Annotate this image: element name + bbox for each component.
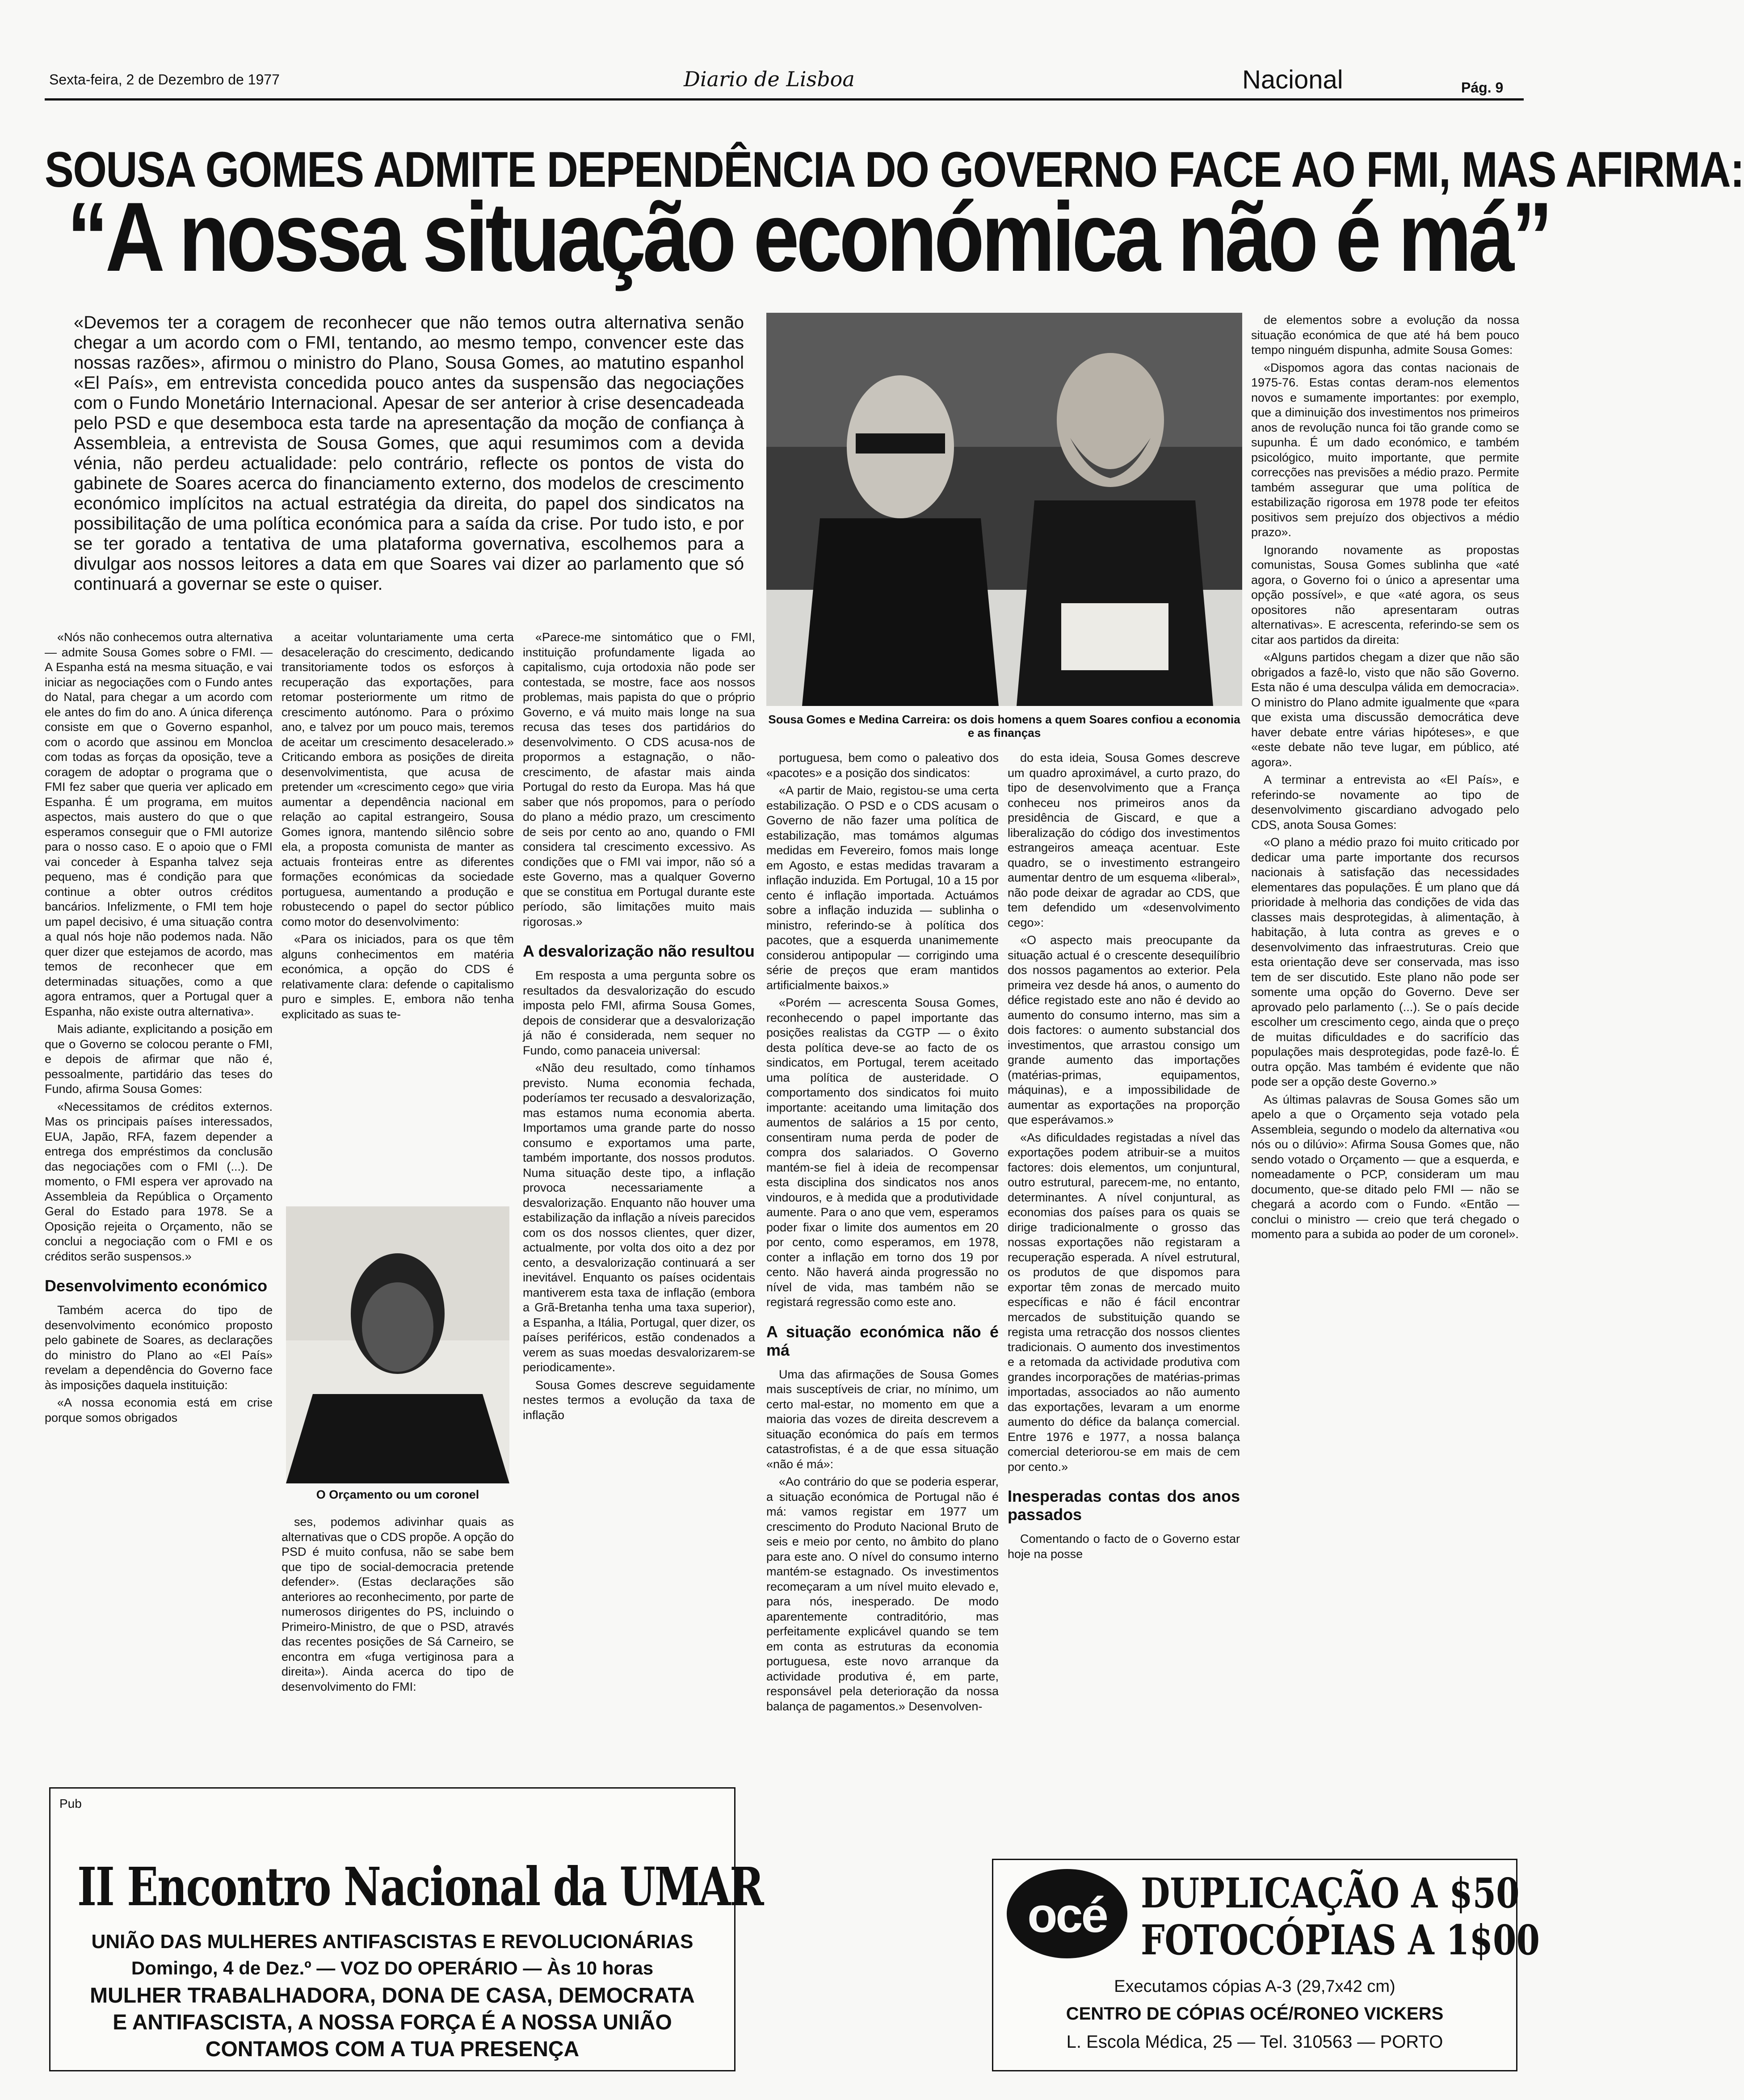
article-column-5: [1008, 751, 1240, 1564]
article-headline: “A nossa situação económica não é má”: [67, 182, 1550, 292]
main-photo: [766, 313, 1242, 706]
oce-logo: [1007, 1869, 1127, 1958]
article-lead: «Devemos ter a coragem de reconhecer que não temos outra alternativa senão chegar a um acordo com o FMI, tentando, ao mesmo tempo, convencer este das nossas razões», afirmou o ministro do Plano, Sousa Gomes, ao matutino espanhol «El País», em entrevista concedida pouco antes da suspensão das negociações com o Fundo Monetário Internacional. Apesar de ser anterior à crise desencadeada pelo PSD e que desemboca esta tarde na apresentação da moção de confiança à Assembleia, a entrevista de Sousa Gomes, que aqui resumimos com a devida vénia, não perdeu actualidade: pelo contrário, reflecte os pontos de vista do gabinete de Soares acerca do financiamento externo, dos modelos de crescimento económico implícitos na actual estratégia da direita, do papel dos sindicatos na possibilitação de uma política económica para a saída da crise. Por tudo isto, e por se ter gorado a tentativa de uma plataforma governativa, escolhemos para a divulgar aos nossos leitores a data em que Soares vai dizer ao parlamento que só continuará a governar se este o quiser.: [74, 313, 744, 594]
small-photo: [286, 1206, 509, 1483]
main-photo-caption: Sousa Gomes e Medina Carreira: os dois homens a quem Soares confiou a economia e as finanças: [768, 713, 1240, 739]
column-3-paragraph: Em resposta a uma pergunta sobre os resultados da desvalorização do escudo imposta pelo FMI, afirma Sousa Gomes, depois de considerar que a desvalorização já não é considerada, nem sequer no Fundo, como panaceia universal:: [523, 969, 755, 1057]
subheading-past-accounts: Inesperadas contas dos anos passados: [1008, 1487, 1240, 1524]
oce-ad-line-4: CENTRO DE CÓPIAS OCÉ/RONEO VICKERS: [1066, 2004, 1444, 2024]
article-column-2: [282, 630, 514, 1025]
column-4-paragraph: Uma das afirmações de Sousa Gomes mais susceptíveis de criar, no mínimo, um certo mal-estar, no momento em que a maioria das vozes de direita descrevem a situação económica do país em termos catastrofistas, é a de que essa situação «não é má»:: [766, 1367, 999, 1471]
column-3-paragraph: «Parece-me sintomático que o FMI, instituição profundamente ligada ao capitalismo, cuja ortodoxia não pode ser contestada, se mostre, face aos nossos problemas, mais papista do que o próprio Governo, e vá muito mais longe na sua recusa das teses dos partidários do desenvolvimento. O CDS acusa-nos de propormos a estagnação, o não-crescimento, de afastar mais ainda Portugal do resto da Europa. Mas há que saber que nós propomos, para o período do plano a médio prazo, um crescimento de seis por cento ao ano, quando o FMI considera tal crescimento excessivo. As condições que o FMI vai impor, não só a este Governo, mas a qualquer Governo que se constitua em Portugal durante este período, são limitações muito mais rigorosas.»: [523, 630, 755, 928]
subheading-economic-situation: A situação económica não é má: [766, 1322, 999, 1359]
article-column-3: [523, 630, 755, 1425]
issue-date: Sexta-feira, 2 de Dezembro de 1977: [49, 71, 280, 88]
page-number: Pág. 9: [1461, 80, 1504, 96]
subheading-development: Desenvolvimento económico: [45, 1277, 268, 1295]
umar-ad-line-2: Domingo, 4 de Dez.º — VOZ DO OPERÁRIO — Às 10 horas: [131, 1957, 654, 1978]
umar-ad-line-4: E ANTIFASCISTA, A NOSSA FORÇA É A NOSSA UNIÃO: [113, 2011, 672, 2034]
column-4-paragraph: «Ao contrário do que se poderia esperar, a situação económica de Portugal não é má: vamos registar em 1977 um crescimento do Produto Nacional Bruto de seis e meio por cento, no âmbito do plano para este ano. O nível do consumo interno mantém-se estagnado. Os investimentos recomeçaram a um nível muito elevado e, para nós, inesperado. De modo aparentemente contraditório, mas perfeitamente explicável quando se tem em conta as estruturas da economia portuguesa, este novo arranque da actividade produtiva é, em parte, responsável pela deterioração da nossa balança de pagamentos.» Desenvolven-: [766, 1475, 999, 1713]
column-1-paragraph: «Necessitamos de créditos externos. Mas os principais países interessados, EUA, Japão, RFA, fazem depender a entrega dos empréstimos da conclusão das negociações com o FMI (...). De momento, o FMI espera ver aprovado na Assembleia da República o Orçamento Geral do Estado para 1978. Se a Oposição rejeita o Orçamento, não se conclui a negociação com o FMI e os créditos serão suspensos.»: [45, 1100, 273, 1263]
column-2-paragraph: «Para os iniciados, para os que têm alguns conhecimentos em matéria económica, a opção do CDS é relativamente clara: defende o capitalismo puro e simples. E, embora não tenha explicitado as suas te-: [282, 932, 514, 1021]
column-6-paragraph: «Alguns partidos chegam a dizer que não são obrigados a fazê-lo, visto que não são Governo. Esta não é uma desculpa válida em democracia». O ministro do Plano admite igualmente que «para que exista uma discussão democrática deve haver debate entre várias hipóteses», e que «este debate não teve lugar, em público, até agora».: [1251, 651, 1519, 769]
article-column-2b: [282, 1515, 514, 1697]
umar-ad-title: II Encontro Nacional da UMAR: [77, 1856, 763, 1918]
oce-advertisement: [992, 1859, 1540, 2071]
article-column-4: [766, 751, 999, 1717]
column-3-paragraph: «Não deu resultado, como tínhamos previsto. Numa economia fechada, poderíamos ter recusado a desvalorização, mas estamos numa economia aberta. Importamos uma grande parte do nosso consumo e exportamos uma parte, também importante, dos nossos produtos. Numa situação deste tipo, a inflação provoca necessariamente a desvalorização. Enquanto não houver uma estabilização da inflação a níveis parecidos com os dos nossos clientes, quer dizer, actualmente, por volta dos oito a dez por cento, a desvalorização continuará a ser inevitável. Enquanto os países ocidentais mantiverem esta taxa de inflação (embora a Grã-Bretanha tenha uma taxa superior), a Espanha, a Itália, Portugal, quer dizer, os países periféricos, estão condenados a verem as suas moedas desvalorizarem-se periodicamente».: [523, 1061, 755, 1374]
small-photo-caption: O Orçamento ou um coronel: [316, 1488, 479, 1501]
umar-ad-line-1: UNIÃO DAS MULHERES ANTIFASCISTAS E REVOLUCIONÁRIAS: [91, 1931, 693, 1953]
column-1-paragraph: Mais adiante, explicitando a posição em que o Governo se colocou perante o FMI, e depois de afirmar que não é, pessoalmente, partidário das teses do Fundo, afirma Sousa Gomes:: [45, 1022, 273, 1096]
column-3-paragraph: Sousa Gomes descreve seguidamente nestes termos a evolução da taxa de inflação: [523, 1378, 755, 1422]
article-kicker: SOUSA GOMES ADMITE DEPENDÊNCIA DO GOVERNO FACE AO FMI, MAS AFIRMA:: [45, 142, 1744, 197]
column-6-paragraph: As últimas palavras de Sousa Gomes são um apelo a que o Orçamento seja votado pela Assembleia, segundo o modelo da alternativa «ou nós ou o dilúvio»: Afirma Sousa Gomes que, não sendo votado o Orçamento — que a esquerda, e nomeadamente o PCP, consideram um mau documento, que-se ditado pelo FMI — não se chegará a acordo com o Fundo. «Então — conclui o ministro — creio que terá chegado o momento para a subida ao poder de um coronel».: [1251, 1092, 1519, 1241]
oce-logo-text: océ: [1027, 1888, 1107, 1943]
oce-ad-line-5: L. Escola Médica, 25 — Tel. 310563 — PORTO: [1066, 2032, 1443, 2052]
column-4-paragraph: «Porém — acrescenta Sousa Gomes, reconhecendo o papel importante das posições realistas da CGTP — o êxito desta política deve-se ao facto de os sindicatos, em Portugal, terem aceitado uma política de austeridade. O comportamento dos sindicatos foi muito importante: aceitando uma limitação dos aumentos de salários a 15 por cento, consentiram numa perda de poder de compra dos salariados. O Governo mantém-se fiel à ideia de recompensar esta disciplina dos sindicatos nos anos vindouros, e à medida que a produtividade aumente. Para o ano que vem, esperamos poder fixar o limite dos aumentos em 20 por cento, como esperamos, em 1978, conter a inflação em torno dos 19 por cento. Não haverá ainda progressão no nível de vida, mas também não se registará regressão como este ano.: [766, 996, 999, 1309]
column-5-paragraph: Comentando o facto de o Governo estar hoje na posse: [1008, 1532, 1240, 1561]
section-name: Nacional: [1242, 65, 1343, 94]
umar-advertisement: [49, 1787, 763, 2071]
column-5-paragraph: «O aspecto mais preocupante da situação actual é o crescente desequilíbrio dos nossos pagamentos ao exterior. Pela primeira vez desde há anos, o aumento do défice registado este ano não é devido ao aumento do consumo interno, mas sim a dois factores: o aumento substancial dos investimentos, que arrastou consigo um grande aumento das importações (matérias-primas, equipamentos, máquinas), e a impossibilidade de aumentar as exportações na proporção que esperávamos.»: [1008, 933, 1240, 1126]
column-1-paragraph: Também acerca do tipo de desenvolvimento económico proposto pelo gabinete de Soares, as declarações do ministro do Plano ao «El País» revelam a dependência do Governo face às imposições daquela instituição:: [45, 1303, 273, 1392]
column-6-paragraph: «O plano a médio prazo foi muito criticado por dedicar uma parte importante dos recursos nacionais à satisfação das necessidades elementares das populações. É um plano que dá prioridade à melhoria das condições de vida das classes mais desprotegidas, à alimentação, à habitação, à luta contra as greves e o desenvolvimento das infraestruturas. Creio que esta orientação deve ser conservada, mas isso tem de ser discutido. Este plano não pode ser somente uma opção do Governo. Deve ser aprovado pelo parlamento (...). Se o país decide escolher um crescimento cego, ainda que o preço de muitas dificuldades e do sacrifício das populações mais desprotegidas, pode fazê-lo. É outra opção. Mas também é evidente que não pode ser a opção deste Governo.»: [1251, 836, 1519, 1088]
subheading-devaluation: A desvalorização não resultou: [523, 942, 755, 960]
oce-ad-line-1: DUPLICAÇÃO A $50: [1141, 1869, 1520, 1917]
article-column-1: [45, 630, 273, 1428]
column-6-paragraph: de elementos sobre a evolução da nossa situação económica de que até há bem pouco tempo ninguém dispunha, admite Sousa Gomes:: [1251, 313, 1519, 357]
ad-tag: Pub: [59, 1797, 82, 1810]
masthead: Diario de Lisboa: [684, 67, 855, 91]
umar-ad-line-5: CONTAMOS COM A TUA PRESENÇA: [205, 2037, 580, 2061]
oce-ad-line-3: Executamos cópias A-3 (29,7x42 cm): [1114, 1977, 1395, 1996]
small-photo-image: [286, 1206, 509, 1483]
article-column-6: [1251, 313, 1519, 1245]
column-5-paragraph: «As dificuldades registadas a nível das exportações podem atribuir-se a muitos factores: dois elementos, um conjuntural, outro estrutural, parecem-me, no entanto, determinantes. A nível conjuntural, as economias dos países para os quais se dirige tradicionalmente o grosso das nossas exportações não registaram a recuperação esperada. A nível estrutural, os produtos de que dispomos para exportar têm zonas de mercado muito específicas e não é fácil encontrar mercados de substituição quando se regista uma retracção dos nossos clientes tradicionais. O aumento dos investimentos e a retomada da actividade produtiva com grandes incorporações de matérias-primas importadas, associados ao não aumento das exportações, levaram a um enorme aumento do défice da balança comercial. Entre 1976 e 1977, a nossa balança comercial deteriorou-se em mais de cem por cento.»: [1008, 1130, 1240, 1474]
column-6-paragraph: «Dispomos agora das contas nacionais de 1975-76. Estas contas deram-nos elementos novos e sumamente importantes: por exemplo, que a diminuição dos investimentos nos primeiros anos de revolução nunca foi tão grande como se supunha. É um dado económico, e também psicológico, muito importante, que permite correcções nas previsões a médio prazo. Permite também assegurar que uma política de estabilização rigorosa em 1978 pode ter efeitos positivos sem prejuízo dos objectivos a médio prazo».: [1251, 361, 1519, 539]
column-2-paragraph: ses, podemos adivinhar quais as alternativas que o CDS propõe. A opção do PSD é muito confusa, não se sabe bem que tipo de social-democracia pretende defender». (Estas declarações são anteriores ao reconhecimento, por parte de numerosos dirigentes do PS, incluindo o Primeiro-Ministro, de que o PSD, através das recentes posições de Sá Carneiro, se encontra em «fuga vertiginosa para a direita»). Ainda acerca do tipo de desenvolvimento do FMI:: [282, 1515, 514, 1693]
column-2-paragraph: a aceitar voluntariamente uma certa desaceleração do crescimento, dedicando transitoriamente todos os esforços à recuperação das exportações, para retomar posteriormente um ritmo de crescimento autónomo. Para o próximo ano, e talvez por um pouco mais, teremos de aceitar um crescimento desacelerado.» Criticando embora as posições de direita desenvolvimentista, que acusa de pretender um «crescimento cego» que viria aumentar a dependência nacional em relação ao capital estrangeiro, Sousa Gomes ignora, mantendo silêncio sobre ela, a proposta comunista de manter as actuais fronteiras entre as diferentes formações económicas da sociedade portuguesa, aumentando a produção e robustecendo o papel do sector público como motor do desenvolvimento:: [282, 630, 514, 928]
header-rule: [45, 98, 1524, 101]
column-5-paragraph: do esta ideia, Sousa Gomes descreve um quadro aproximável, a curto prazo, do tipo de desenvolvimento que a França conheceu nos primeiros anos da presidência de Giscard, e que a liberalização do código dos investimentos estrangeiros ameaça acentuar. Este quadro, se o investimento estrangeiro aumentar dentro de um esquema «liberal», não pode deixar de agradar ao CDS, que tem defendido um «desenvolvimento cego»:: [1008, 751, 1240, 929]
oce-ad-line-2: FOTOCÓPIAS A 1$00: [1141, 1916, 1540, 1964]
column-4-paragraph: «A partir de Maio, registou-se uma certa estabilização. O PSD e o CDS acusam o Governo de não fazer uma política de estabilização, mas tomámos algumas medidas em Fevereiro, fomos mais longe em Agosto, e estas medidas travaram a inflação induzida. Em Portugal, 10 a 15 por cento é inflação importada. Actuámos sobre a inflação induzida — sublinha o ministro, referindo-se à política dos pacotes, que a esquerda unanimemente considerou antipopular — corrigindo uma série de preços que eram mantidos artificialmente baixos.»: [766, 784, 999, 992]
column-6-paragraph: A terminar a entrevista ao «El País», e referindo-se novamente ao tipo de desenvolvimento giscardiano advogado pelo CDS, anota Sousa Gomes:: [1251, 773, 1519, 832]
column-1-paragraph: «Nós não conhecemos outra alternativa — admite Sousa Gomes sobre o FMI. — A Espanha está na mesma situação, e vai iniciar as negociações com o Fundo antes do Natal, para chegar a um acordo com ele antes do fim do ano. A única diferença consiste em que o Governo espanhol, com o acordo que assinou em Moncloa com todas as forças da oposição, teve a coragem de adoptar o programa que o FMI fez saber que queria ver aplicado em Espanha. É um programa, em muitos aspectos, mais austero do que o que esperamos conseguir que o FMI autorize para o nosso caso. E o apoio que o FMI vai conceder à Espanha talvez seja pequeno, mas é condição para que continue a obter outros créditos bancários. Infelizmente, o FMI tem hoje um papel decisivo, é uma situação contra a qual nós hoje não podemos nada. Não quer dizer que estejamos de acordo, mas temos de reconhecer que em determinadas situações, como a que agora entramos, quer a Portugal quer a Espanha, não existe outra alternativa».: [45, 630, 273, 1018]
column-1-paragraph: «A nossa economia está em crise porque somos obrigados: [45, 1396, 273, 1424]
umar-ad-line-3: MULHER TRABALHADORA, DONA DE CASA, DEMOCRATA: [90, 1984, 695, 2008]
column-4-paragraph: portuguesa, bem como o paleativo dos «pacotes» e a posição dos sindicatos:: [766, 751, 999, 780]
main-photo-image: [766, 313, 1242, 706]
column-6-paragraph: Ignorando novamente as propostas comunistas, Sousa Gomes sublinha que «até agora, o Governo foi o único a apresentar uma opção possível», e que «até agora, os seus opositores não apresentaram outras alternativas». E acrescenta, referindo-se sem os citar aos partidos da direita:: [1251, 543, 1519, 647]
